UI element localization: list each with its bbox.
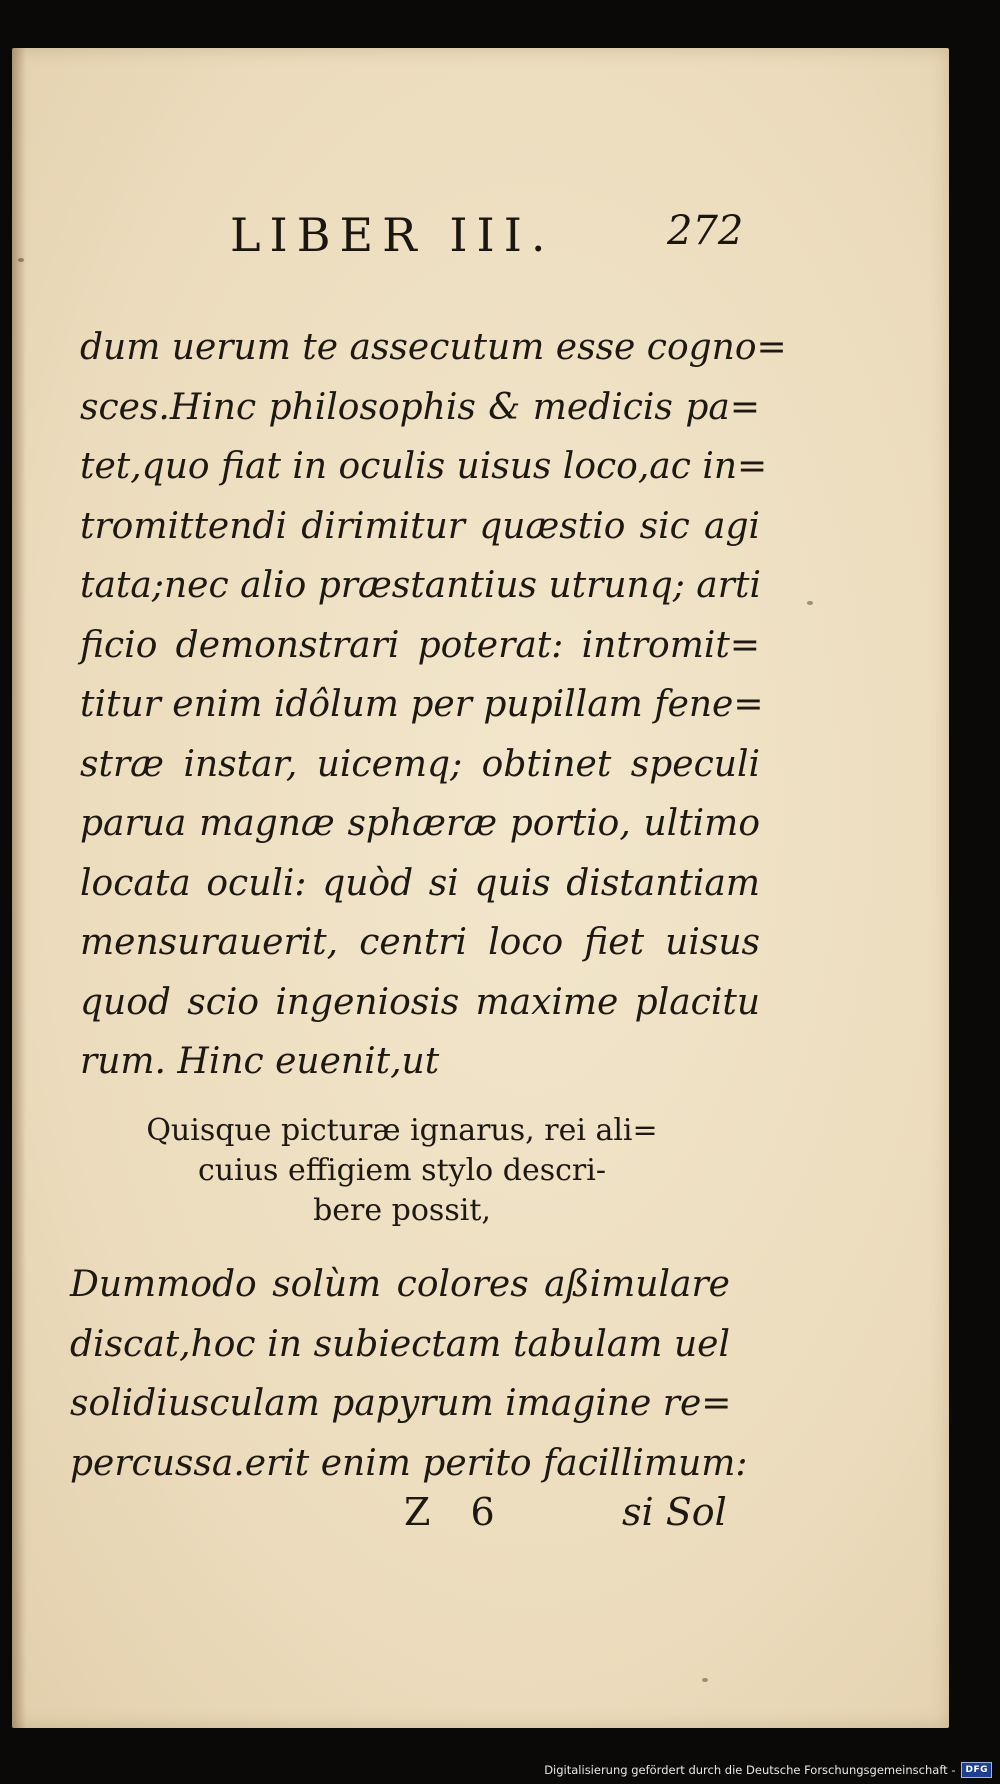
- running-head: [12, 208, 949, 288]
- verse-line: bere possit,: [313, 1193, 491, 1228]
- text-line: tromittendi dirimitur quæstio sic agi: [80, 505, 760, 547]
- text-line: discat,hoc in subiectam tabulam uel: [70, 1323, 730, 1365]
- paper-speck: [807, 601, 813, 605]
- text-line: quod scio ingeniosis maxime placitu: [80, 981, 760, 1023]
- text-line: solidiusculam papyrum imagine re=: [70, 1383, 732, 1424]
- digitization-credit: [544, 1758, 992, 1782]
- text-line: titur enim idôlum per pupillam fene=: [80, 684, 764, 725]
- text-line: tet,quo fiat in oculis uisus loco,ac in=: [80, 446, 768, 487]
- page-gutter-shadow: [12, 48, 26, 1728]
- page-footer-marks: [12, 1490, 949, 1550]
- text-line: tata;nec alio præstantius utrunq; arti: [80, 565, 761, 606]
- text-line: sces.Hinc philosophis & medicis pa=: [80, 386, 760, 428]
- verse-line: Quisque picturæ ignarus, rei ali=: [146, 1113, 658, 1148]
- text-line: percussa.erit enim perito facillimum:: [70, 1442, 748, 1484]
- verse-line: cuius effigiem stylo descri-: [198, 1153, 606, 1188]
- credit-text: Digitalisierung gefördert durch die Deutsche Forschungsgemeinschaft -: [544, 1763, 956, 1777]
- text-line: dum uerum te assecutum esse cogno=: [80, 327, 787, 368]
- dfg-logo-icon: DFG: [961, 1762, 992, 1778]
- page-number: 272: [667, 208, 744, 254]
- text-line: locata oculi: quòd si quis distantiam: [80, 862, 760, 904]
- signature-mark: Z 6: [404, 1490, 509, 1534]
- body-paragraph-2: [70, 1255, 748, 1493]
- paper-speck: [702, 1678, 708, 1682]
- running-title: LIBER III.: [230, 208, 555, 262]
- body-paragraph: [80, 318, 787, 1092]
- catchword: si Sol: [622, 1490, 727, 1534]
- text-line: ficio demonstrari poterat: intromit=: [80, 624, 760, 666]
- text-line: parua magnæ sphæræ portio, ultimo: [80, 803, 760, 844]
- text-line: stræ instar, uicemq; obtinet speculi: [80, 743, 760, 785]
- verse-block: [112, 1111, 692, 1231]
- text-line: mensurauerit, centri loco fiet uisus: [80, 922, 760, 963]
- book-page: [12, 48, 949, 1728]
- text-line: rum. Hinc euenit,ut: [80, 1041, 440, 1082]
- text-line: Dummodo solùm colores aßimulare: [70, 1264, 730, 1305]
